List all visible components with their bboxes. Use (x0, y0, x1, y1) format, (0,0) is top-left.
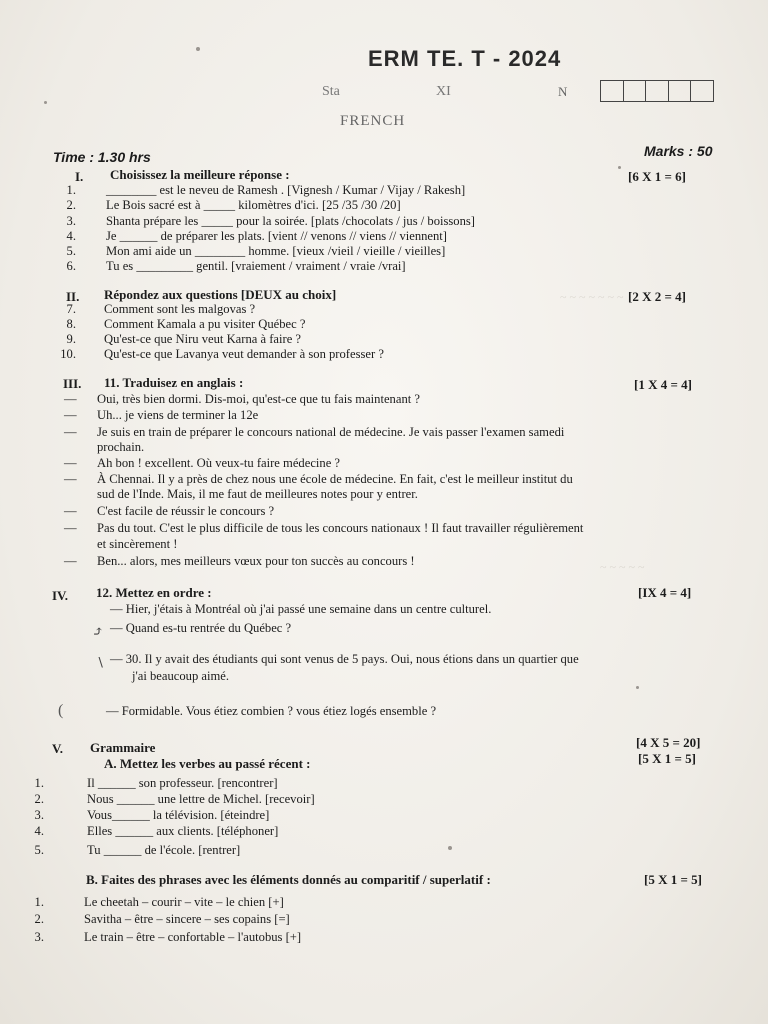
section-5-number: V. (52, 741, 63, 756)
dialogue-line: et sincèrement ! (97, 537, 178, 551)
section-3-marks: [1 X 4 = 4] (634, 377, 692, 392)
line-dash: — (64, 504, 77, 518)
question-text: ________ est le neveu de Ramesh . [Vignesh / Kumar / Vijay / Rakesh] (106, 183, 466, 197)
question-number: 3. (34, 930, 44, 944)
question-number: 4. (34, 824, 44, 838)
question-text: Comment sont les malgovas ? (104, 302, 256, 316)
line-dash: — (64, 472, 77, 486)
question-text: Qu'est-ce que Lavanya veut demander à son professer ? (104, 347, 384, 361)
question-number: 5. (66, 244, 76, 258)
speck (196, 47, 200, 51)
dialogue-line: — Hier, j'étais à Montréal où j'ai passé une semaine dans un centre culturel. (110, 602, 492, 616)
speck (618, 166, 621, 169)
exam-title: ERM TE. T - 2024 (368, 46, 562, 71)
dialogue-line: Uh... je viens de terminer la 12e (97, 408, 259, 422)
question-text: Le train – être – confortable – l'autobus [+] (84, 930, 302, 944)
dialogue-line: Ah bon ! excellent. Où veux-tu faire médecine ? (97, 456, 341, 470)
question-number: 8. (66, 317, 76, 331)
handwritten-mark: ⤴ (92, 625, 104, 640)
section-3-title: 11. Traduisez en anglais : (104, 375, 244, 390)
section-4-marks: [IX 4 = 4] (638, 585, 692, 600)
dialogue-line: Oui, très bien dormi. Dis-moi, qu'est-ce que tu fais maintenant ? (97, 392, 420, 406)
line-dash: — (64, 392, 77, 406)
question-text: Tu es _________ gentil. [vraiement / vraiment / vraie /vrai] (106, 259, 406, 273)
section-2-number: II. (66, 289, 80, 304)
section-4-title: 12. Mettez en ordre : (96, 585, 212, 600)
question-number: 5. (34, 843, 44, 857)
section-5b-marks: [5 X 1 = 5] (644, 872, 702, 887)
section-2-marks: [2 X 2 = 4] (628, 289, 686, 304)
dialogue-line: prochain. (97, 440, 145, 454)
question-number: 4. (66, 229, 76, 243)
question-number: 6. (66, 259, 76, 273)
question-text: Elles ______ aux clients. [téléphoner] (87, 824, 279, 838)
question-text: Le Bois sacré est à _____ kilomètres d'ici. [25 /35 /30 /20] (106, 198, 401, 212)
question-text: Le cheetah – courir – vite – le chien [+] (84, 895, 284, 909)
question-text: Qu'est-ce que Niru veut Karna à faire ? (104, 332, 302, 346)
bleed-through-text: ~ ~ ~ ~ ~ ~ ~ (560, 290, 624, 304)
question-text: Comment Kamala a pu visiter Québec ? (104, 317, 306, 331)
question-number: 9. (66, 332, 76, 346)
standard-label: Sta (322, 84, 340, 99)
dialogue-line: Pas du tout. C'est le plus difficile de tous les concours nationaux ! Il faut travailler régulièrement (97, 521, 584, 535)
roll-number-label: N (558, 84, 568, 99)
section-5a-marks: [5 X 1 = 5] (638, 751, 696, 766)
handwritten-mark: ( (58, 702, 64, 719)
dialogue-line: C'est facile de réussir le concours ? (97, 504, 275, 518)
dialogue-line: À Chennai. Il y a près de chez nous une école de médecine. En fait, c'est le meilleur institut du (97, 472, 573, 486)
line-dash: — (64, 425, 77, 439)
question-text: Vous______ la télévision. [éteindre] (87, 808, 270, 822)
question-text: Mon ami aide un ________ homme. [vieux /vieil / vieille / vieilles] (106, 244, 446, 258)
question-text: Tu ______ de l'école. [rentrer] (87, 843, 241, 857)
subject-title: FRENCH (340, 113, 406, 129)
question-number: 1. (34, 776, 44, 790)
dialogue-line: — Formidable. Vous étiez combien ? vous étiez logés ensemble ? (106, 704, 437, 718)
marks-label: Marks : 50 (644, 143, 713, 159)
question-text: Nous ______ une lettre de Michel. [recevoir] (87, 792, 315, 806)
dialogue-line: j'ai beaucoup aimé. (132, 669, 230, 683)
question-number: 1. (66, 183, 76, 197)
section-2-title: Répondez aux questions [DEUX au choix] (104, 287, 337, 302)
question-number: 3. (34, 808, 44, 822)
question-number: 2. (34, 912, 44, 926)
section-5-title: Grammaire (90, 740, 156, 755)
roll-number-boxes (600, 80, 714, 102)
section-1-marks: [6 X 1 = 6] (628, 169, 686, 184)
speck (44, 101, 47, 104)
dialogue-line: sud de l'Inde. Mais, il me faut de meilleures notes pour y entrer. (97, 487, 418, 501)
question-text: Il ______ son professeur. [rencontrer] (87, 776, 278, 790)
standard-value: XI (436, 84, 451, 99)
question-number: 2. (34, 792, 44, 806)
section-5-marks: [4 X 5 = 20] (636, 735, 701, 750)
dialogue-line: Ben... alors, mes meilleurs vœux pour ton succès au concours ! (97, 554, 415, 568)
section-5a-title: A. Mettez les verbes au passé récent : (104, 756, 311, 771)
bleed-through-text: ~ ~ ~ ~ ~ (600, 560, 645, 574)
line-dash: — (64, 408, 77, 422)
dialogue-line: — 30. Il y avait des étudiants qui sont venus de 5 pays. Oui, nous étions dans un quartier que (110, 652, 579, 666)
dialogue-line: Je suis en train de préparer le concours national de médecine. Je vais passer l'examen samedi (97, 425, 565, 439)
line-dash: — (64, 554, 77, 568)
speck (636, 686, 639, 689)
question-text: Shanta prépare les _____ pour la soirée. [plats /chocolats / jus / boissons] (106, 214, 475, 228)
question-number: 2. (66, 198, 76, 212)
line-dash: — (64, 456, 77, 470)
section-1-title: Choisissez la meilleure réponse : (110, 167, 290, 182)
question-number: 10. (60, 347, 76, 361)
question-number: 3. (66, 214, 76, 228)
line-dash: — (64, 521, 77, 535)
question-text: Savitha – être – sincere – ses copains [=] (84, 912, 290, 926)
question-text: Je ______ de préparer les plats. [vient // venons // viens // viennent] (106, 229, 447, 243)
question-number: 7. (66, 302, 76, 316)
section-5b-title: B. Faites des phrases avec les éléments donnés au comparitif / superlatif : (86, 872, 491, 887)
dialogue-line: — Quand es-tu rentrée du Québec ? (110, 621, 292, 635)
question-number: 1. (34, 895, 44, 909)
time-label: Time : 1.30 hrs (53, 149, 151, 165)
section-1-number: I. (75, 169, 84, 184)
handwritten-mark: ∖ (96, 655, 105, 670)
speck (448, 846, 452, 850)
section-3-number: III. (63, 376, 82, 391)
section-4-number: IV. (52, 588, 69, 603)
